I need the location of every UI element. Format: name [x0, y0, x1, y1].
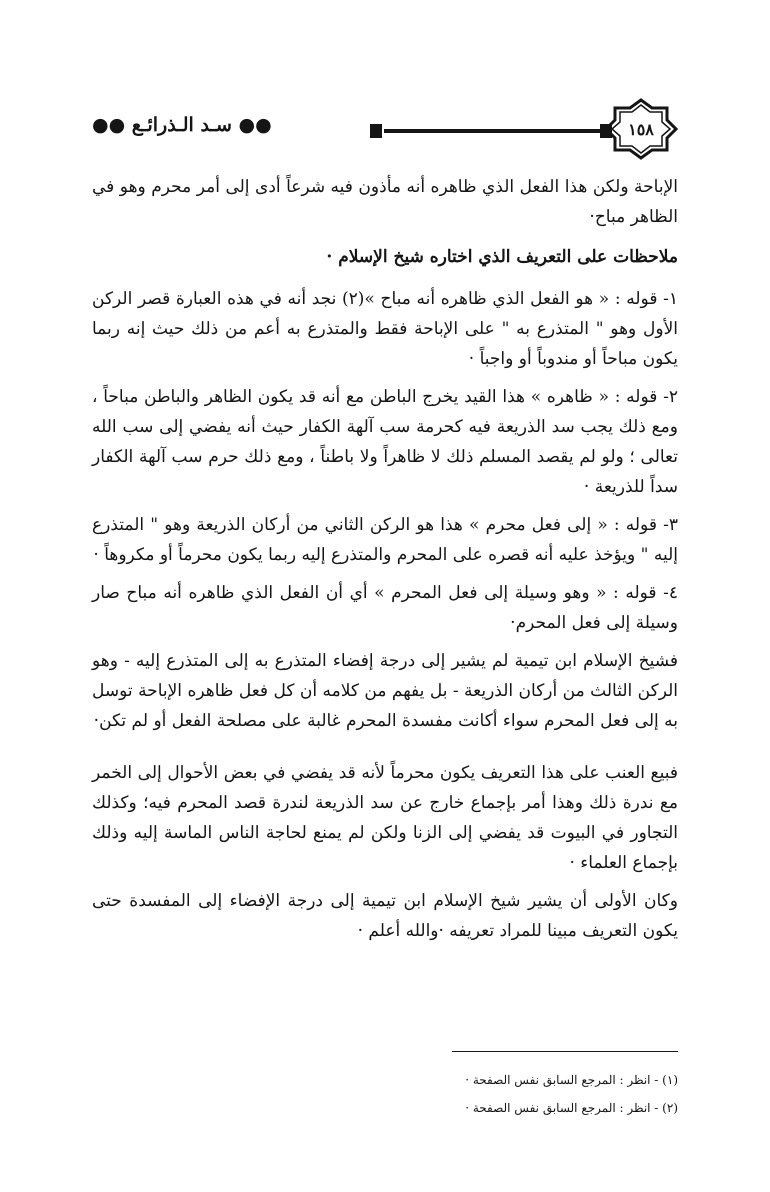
footnotes: [92, 1066, 678, 1122]
paragraph-2: ١- قوله : « هو الفعل الذي ظاهره أنه مباح »(٢) نجد أنه في هذه العبارة قصر الركن الأول وهو " المتذرع به " على الإباحة فقط والمتذرع به أعم من ذلك حيث إنه ربما يكون مباحاً أو مندوباً أو واجباً ·: [92, 289, 679, 369]
paragraph-4: ٣- قوله : « إلى فعل محرم » هذا هو الركن الثاني من أركان الذريعة وهو " المتذرع إليه " ويؤخذ عليه أنه قصره على المحرم والمتذرع إليه ربما يكون محرماً أو مكروهاً ·: [92, 515, 678, 565]
paragraph-8: وكان الأولى أن يشير شيخ الإسلام ابن تيمية إلى درجة الإفضاء إلى المفسدة حتى يكون التعريف مبينا للمراد تعريفه ·والله أعلم ·: [92, 891, 678, 941]
paragraph-7: فبيع العنب على هذا التعريف يكون محرماً لأنه قد يفضي في بعض الأحوال إلى الخمر مع ندرة ذلك وهذا أمر بإجماع خارج عن سد الذريعة لندرة قصد المحرم فيه؛ وكذلك التجاور في البيوت قد يفضي إلى الزنا ولكن لم يمنع لحاجة الناس الماسة إليه وذلك بإجماع العلماء ·: [92, 763, 678, 873]
dots-right: ●●: [92, 114, 126, 136]
rule-end-block-left: [370, 124, 382, 138]
paragraph-5: ٤- قوله : « وهو وسيلة إلى فعل المحرم » أي أن الفعل الذي ظاهره أنه مباح صار وسيلة إلى فعل المحرم·: [92, 583, 678, 633]
footnote-2: (٢) - انظر : المرجع السابق نفس الصفحة ·: [465, 1101, 678, 1115]
body-text: [92, 172, 678, 954]
paragraph-3: ٢- قوله : « ظاهره » هذا القيد يخرج الباطن مع أنه قد يكون الظاهر والباطن مباحاً ، ومع ذلك يجب سد الذريعة فيه كحرمة سب آلهة الكفار حيث أنه يفضي إلى سب الله تعالى ؛ ولو لم يقصد المسلم ذلك لا ظاهراً ولا باطناً ، ومع ذلك حرم سب آلهة الكفار سداً للذريعة ·: [92, 387, 678, 497]
footnote-1: (١) - انظر : المرجع السابق نفس الصفحة ·: [465, 1073, 678, 1087]
footnote-separator: [452, 1051, 678, 1052]
running-title: سـد الـذرائـع: [131, 114, 232, 136]
dots-left: ●●: [238, 114, 272, 136]
page-number-ornament: [604, 98, 678, 160]
paragraph-6: فشيخ الإسلام ابن تيمية لم يشير إلى درجة إفضاء المتذرع به إلى المتذرع إليه - وهو الركن الثالث من أركان الذريعة - بل يفهم من كلامه أن كل فعل ظاهره الإباحة توسل به إلى فعل المحرم سواء أكانت مفسدة المحرم غالبة على مصلحة الفعل أو لم تكن·: [92, 651, 678, 731]
ornament-frame-icon: [604, 98, 678, 160]
header-rule: [384, 129, 600, 133]
running-title-group: [92, 114, 272, 136]
page-header: [92, 98, 678, 160]
paragraph-1: الإباحة ولكن هذا الفعل الذي ظاهره أنه مأذون فيه شرعاً أدى إلى أمر محرم وهو في الظاهر مباح·: [92, 177, 678, 227]
section-heading: ملاحظات على التعريف الذي اختاره شيخ الإسلام ·: [326, 247, 678, 267]
page-number: ١٥٨: [628, 120, 654, 139]
